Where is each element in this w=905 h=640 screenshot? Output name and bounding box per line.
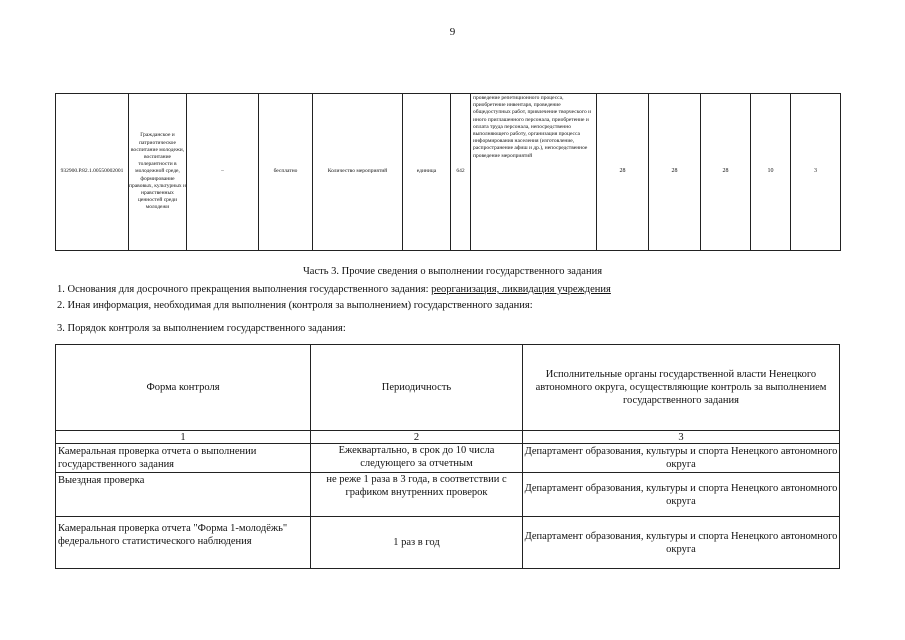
value-cell: 28 <box>701 94 751 251</box>
indicator-name-cell: Количество мероприятий <box>313 94 403 251</box>
registry-code-cell: 932900.Р.82.1.00550002001 <box>56 94 129 251</box>
authority-cell: Департамент образования, культуры и спорта Ненецкого автономного округа <box>523 444 840 473</box>
column-index: 1 <box>56 431 311 444</box>
section-title: Часть 3. Прочие сведения о выполнении государственного задания <box>302 266 603 277</box>
table-header-row <box>56 345 840 431</box>
value-cell: 3 <box>791 94 841 251</box>
termination-grounds-label: 1. Основания для досрочного прекращения выполнения государственного задания: <box>57 284 429 295</box>
periodicity-cell: Ежеквартально, в срок до 10 числа следующего за отчетным <box>311 444 523 473</box>
column-header: Исполнительные органы государственной власти Ненецкого автономного округа, осуществляющие контроль за выполнением государственного задания <box>523 345 840 431</box>
work-description-cell: проведение репетиционного процесса, приобретение инвентаря, проведение общедоступных работ, привлечение творческого и иного приглашенного персонала, приобретение и оплата труда персонала, непосредственно выполняющего работу, организация процесса информирования населения (изготовление, распространение афиш и др.), непосредственное проведение мероприятий <box>471 94 597 251</box>
okei-code-cell: 642 <box>451 94 471 251</box>
termination-grounds-value: реорганизация, ликвидация учреждения <box>431 284 611 295</box>
column-header: Форма контроля <box>56 345 311 431</box>
column-header: Периодичность <box>311 345 523 431</box>
periodicity-cell: не реже 1 раза в 3 года, в соответствии с графиком внутренних проверок <box>311 473 523 517</box>
other-information: 2. Иная информация, необходимая для выполнения (контроля за выполнением) государственного задания: <box>57 300 533 311</box>
value-cell: 28 <box>597 94 649 251</box>
periodicity-cell: 1 раз в год <box>311 517 523 569</box>
table-row <box>56 517 840 569</box>
termination-grounds <box>57 284 611 295</box>
page-number: 9 <box>449 26 456 38</box>
unit-cell: единица <box>403 94 451 251</box>
column-index: 3 <box>523 431 840 444</box>
control-form-cell: Выездная проверка <box>56 473 311 517</box>
column-index: 2 <box>311 431 523 444</box>
table-row <box>56 444 840 473</box>
value-cell: 28 <box>649 94 701 251</box>
service-content-cell: Гражданское и патриотическое воспитание молодежи, воспитание толерантности в молодежной среде, формирование правовых, культурных и нравственных ценностей среди молодежи <box>129 94 187 251</box>
dash-cell: – <box>187 94 259 251</box>
column-index-row <box>56 431 840 444</box>
value-cell: 10 <box>751 94 791 251</box>
service-indicator-table <box>55 93 841 251</box>
control-form-cell: Камеральная проверка отчета "Форма 1-молодёжь" федерального статистического наблюдения <box>56 517 311 569</box>
table-row <box>56 473 840 517</box>
table-row <box>56 94 841 251</box>
payment-cell: бесплатно <box>259 94 313 251</box>
control-procedure-table <box>55 344 840 569</box>
authority-cell: Департамент образования, культуры и спорта Ненецкого автономного округа <box>523 517 840 569</box>
authority-cell: Департамент образования, культуры и спорта Ненецкого автономного округа <box>523 473 840 517</box>
control-form-cell: Камеральная проверка отчета о выполнении государственного задания <box>56 444 311 473</box>
control-procedure-heading: 3. Порядок контроля за выполнением государственного задания: <box>57 323 346 334</box>
